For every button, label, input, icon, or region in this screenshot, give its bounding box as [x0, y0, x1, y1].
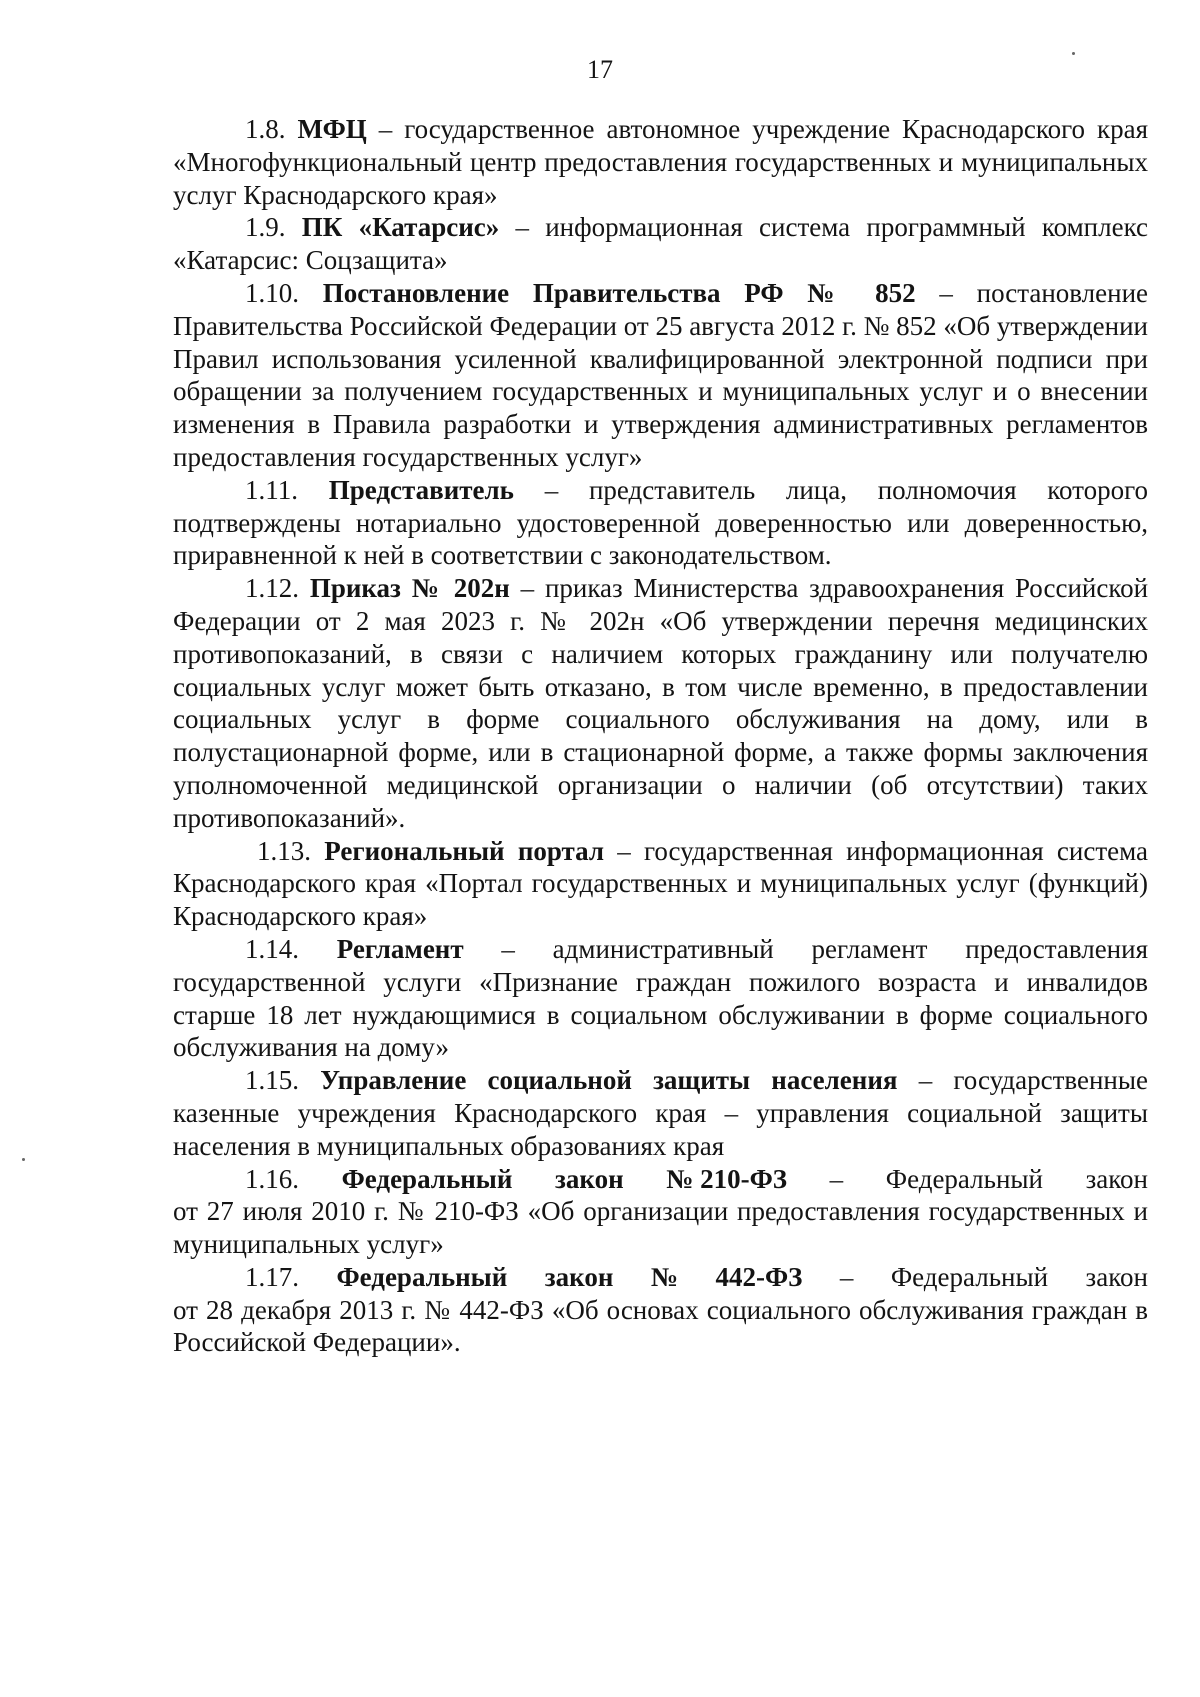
definition-dash: – — [829, 1163, 844, 1194]
definition-term-word: закон — [555, 1163, 624, 1194]
definition-number: 1.14. — [245, 933, 299, 964]
definition-term: Постановление Правительства РФ № 852 — [322, 277, 916, 308]
definition-1-15 — [173, 1064, 1148, 1162]
definition-text: представитель лица, полномочия которого подтверждены нотариально удостоверенной доверенностью или доверенностью, приравненной к ней в соответствии с законодательством. — [173, 474, 1149, 571]
definition-1-11 — [173, 474, 1148, 572]
definition-text: информационная система программный комплекс «Катарсис: Соцзащита» — [173, 212, 1148, 276]
definition-heading-line — [173, 1261, 1148, 1294]
definition-term-word: № 210-ФЗ — [666, 1163, 788, 1194]
definition-number: 1.17. — [245, 1261, 299, 1292]
definition-term: Управление социальной защиты населения — [320, 1065, 898, 1096]
definition-tail-word: Федеральный — [890, 1261, 1049, 1292]
definition-1-17 — [173, 1261, 1148, 1359]
definition-tail-word: Федеральный — [885, 1163, 1043, 1194]
definition-term: Приказ № 202н — [309, 573, 510, 604]
definition-text: государственное автономное учреждение Краснодарского края «Многофункциональный центр предоставления государственных и муниципальных услуг Краснодарского края» — [173, 114, 1149, 210]
definition-1-12 — [173, 572, 1148, 834]
definition-number: 1.15. — [245, 1065, 299, 1096]
definition-text: постановление Правительства Российской Федерации от 25 августа 2012 г. № 852 «Об утверждении Правил использования усиленной квалифицированной электронной подписи при обращении за получением государственных и муниципальных услуг и о внесении изменения в Правила разработки и утверждения административных регламентов предоставления государственных услуг» — [173, 277, 1149, 472]
definition-text: приказ Министерства здравоохранения Российской Федерации от 2 мая 2023 г. № 202н «Об утверждении перечня медицинских противопоказаний, в связи с наличием которых гражданину или получателю социальных услуг может быть отказано, в том числе временно, в предоставлении социальных услуг в форме социального обслуживания на дому, или в полустационарной форме, или в стационарной форме, а также формы заключения уполномоченной медицинской организации о наличии (об отсутствии) таких противопоказаний». — [173, 573, 1149, 833]
definition-term: Регламент — [336, 933, 464, 964]
definition-1-16 — [173, 1163, 1148, 1261]
definition-term-word: Федеральный — [341, 1163, 513, 1194]
definition-term: Региональный портал — [324, 835, 605, 866]
definition-text: административный регламент предоставления государственной услуги «Признание граждан пожилого возраста и инвалидов старше 18 лет нуждающимися в социальном обслуживании в форме социального обслуживания на дому» — [173, 933, 1148, 1063]
definition-number: 1.13. — [257, 835, 311, 866]
definition-number: 1.16. — [245, 1163, 299, 1194]
definition-number: 1.10. — [245, 277, 299, 308]
scan-speck — [22, 1158, 25, 1161]
definition-dash: – — [501, 933, 515, 964]
definition-dash: – — [939, 277, 953, 308]
definition-dash: – — [544, 474, 559, 505]
definition-number: 1.8. — [245, 114, 286, 144]
definition-term-word: Федеральный — [336, 1261, 508, 1292]
definition-text: от 27 июля 2010 г. № 210-ФЗ «Об организации предоставления государственных и муниципальных услуг» — [173, 1196, 1148, 1260]
definition-1-9 — [173, 211, 1148, 277]
definition-dash: – — [918, 1065, 933, 1096]
definition-tail-word: закон — [1085, 1261, 1148, 1292]
scan-speck — [1072, 52, 1075, 55]
definition-1-13 — [173, 835, 1148, 933]
definition-tail-word: закон — [1085, 1163, 1148, 1194]
definition-dash: – — [839, 1261, 854, 1292]
definition-term: ПК «Катарсис» — [301, 212, 500, 243]
definition-dash: – — [520, 573, 535, 604]
definition-text: государственная информационная система Краснодарского края «Портал государственных и муниципальных услуг (функций) Краснодарского края» — [173, 835, 1148, 932]
definition-term-word: 442-ФЗ — [715, 1261, 803, 1292]
definition-text: государственные казенные учреждения Краснодарского края – управления социальной защиты населения в муниципальных образованиях края — [173, 1065, 1148, 1161]
definition-dash: – — [515, 212, 529, 243]
definitions-list — [173, 113, 1148, 1359]
definition-term-word: № — [650, 1261, 678, 1292]
definition-term-word: закон — [544, 1261, 614, 1292]
definition-1-14 — [173, 933, 1148, 1064]
definition-term: МФЦ — [297, 114, 367, 144]
definition-text: от 28 декабря 2013 г. № 442-ФЗ «Об основах социального обслуживания граждан в Российской Федерации». — [173, 1294, 1148, 1358]
definition-number: 1.11. — [245, 474, 298, 505]
definition-number: 1.12. — [245, 573, 299, 604]
definition-1-8 — [173, 113, 1148, 211]
page-number: 17 — [587, 55, 613, 84]
definition-number: 1.9. — [245, 212, 286, 243]
definition-1-10 — [173, 277, 1148, 474]
definition-dash: – — [378, 114, 393, 144]
definition-dash: – — [617, 835, 631, 866]
definition-heading-line — [173, 1163, 1148, 1196]
definition-term: Представитель — [328, 474, 514, 505]
